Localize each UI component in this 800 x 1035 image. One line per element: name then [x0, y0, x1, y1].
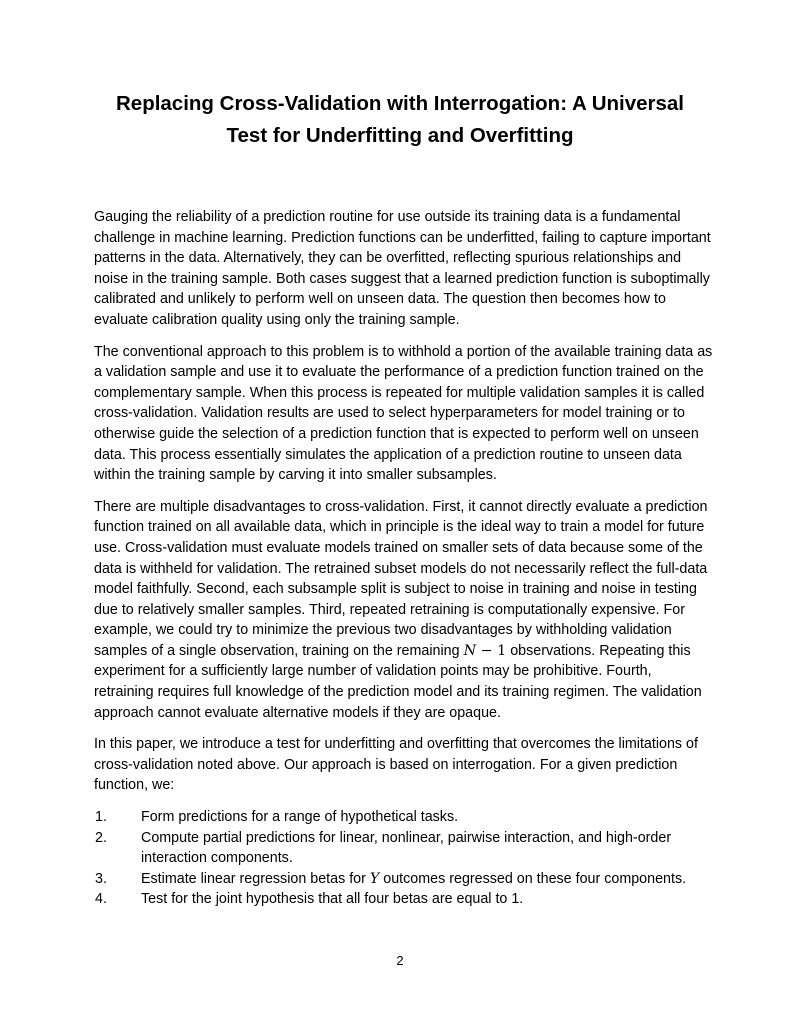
paragraph-1: Gauging the reliability of a prediction routine for use outside its training data is a fundamental challenge in machine learning. Prediction functions can be underfitted, failing to capture important patterns in the data. Alternatively, they can be overfitted, reflecting spurious relationships and noise in the training sample. Both cases suggest that a learned prediction function is suboptimally calibrated and unlikely to perform well on unseen data. The question then becomes how to evaluate calibration quality using only the training sample. [94, 209, 711, 328]
page-number: 2 [396, 953, 404, 968]
body-text [94, 207, 714, 910]
title-line-2: Test for Underfitting and Overfitting [226, 124, 574, 147]
list-item-number: 3. [95, 870, 107, 887]
list-item [94, 869, 714, 890]
list-item-text [141, 871, 686, 887]
math-minus-one: − 1 [476, 642, 507, 659]
paragraph-3 [94, 497, 714, 724]
math-variable-y: Y [369, 870, 380, 887]
paragraph-4: In this paper, we introduce a test for underfitting and overfitting that overcomes the limitations of cross-validation noted above. Our approach is based on interrogation. For a given prediction function, we: [94, 736, 698, 794]
list-item-text: Test for the joint hypothesis that all four betas are equal to 1. [141, 891, 524, 908]
list-item [94, 889, 714, 910]
paragraph-2: The conventional approach to this problem is to withhold a portion of the available training data as a validation sample and use it to evaluate the performance of a prediction function trained on the complementary sample. When this process is repeated for multiple validation samples it is called cross-validation. Validation results are used to select hyperparameters for model training or to otherwise guide the selection of a prediction function that is expected to perform well on unseen data. This process essentially simulates the application of a prediction routine to unseen data within the training sample by carving it into smaller subsamples. [94, 343, 713, 484]
list-item [94, 828, 714, 869]
math-variable-n: N [463, 642, 477, 659]
list-item-text: Compute partial predictions for linear, nonlinear, pairwise interaction, and high-order interaction components. [141, 829, 672, 867]
list-item-text: Form predictions for a range of hypothetical tasks. [141, 809, 459, 826]
list-item-text-b: outcomes regressed on these four components. [379, 870, 687, 887]
paper-title [80, 88, 720, 152]
paragraph-3-text-b: observations. Repeating this experiment for a sufficiently large number of validation points may be prohibitive. Fourth, retraining requires full knowledge of the prediction model and its training regimen. The validation approach cannot evaluate alternative models if they are opaque. [94, 642, 702, 721]
list-item-number: 1. [95, 809, 107, 826]
title-line-1: Replacing Cross-Validation with Interrogation: A Universal [115, 92, 684, 115]
list-item-number: 4. [95, 891, 107, 908]
list-item [94, 807, 714, 828]
list-item-text-a: Estimate linear regression betas for [141, 870, 370, 887]
steps-list [94, 807, 714, 910]
list-item-number: 2. [95, 829, 107, 846]
paragraph-3-text-a: There are multiple disadvantages to cross-validation. First, it cannot directly evaluate a prediction function trained on all available data, which in principle is the ideal way to train a model for future use. Cross-validation must evaluate models trained on smaller sets of data because some of the data is withheld for validation. The retrained subset models do not necessarily reflect the full-data model faithfully. Second, each subsample split is subject to noise in training and noise in testing due to relatively smaller samples. Third, repeated retraining is computationally expensive. For example, we could try to minimize the previous two disadvantages by withholding validation samples of a single observation, training on the remaining [94, 498, 708, 659]
